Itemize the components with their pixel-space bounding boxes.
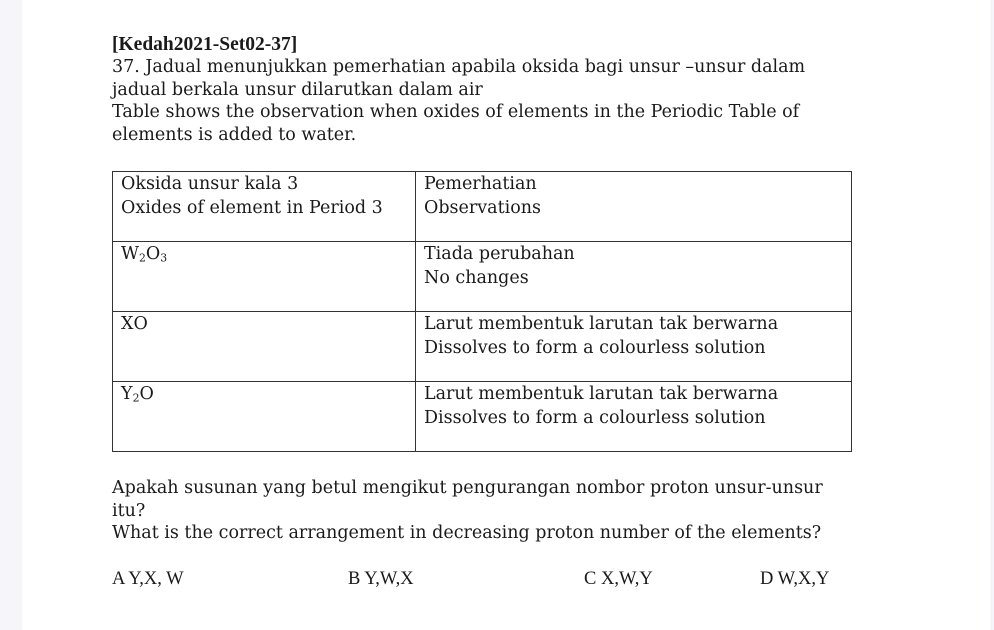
observation-cell: Larut membentuk larutan tak berwarna Dissolves to form a colourless solution <box>416 382 852 452</box>
header-cell-observations <box>416 172 852 242</box>
prompt-english: What is the correct arrangement in decreasing proton number of the elements? <box>112 523 822 543</box>
option-d[interactable]: D W,X,Y <box>760 569 830 589</box>
oxide-formula-cell: $Y_2O$ <box>113 382 416 452</box>
stem-english-line1: Table shows the observation when oxides of elements in the Periodic Table of <box>112 102 800 122</box>
stem-malay-line2: jadual berkala unsur dilarutkan dalam air <box>112 79 483 100</box>
document-page <box>22 0 990 630</box>
observation-table <box>112 171 852 452</box>
header-cell-oxides <box>113 172 416 242</box>
table-row <box>113 312 852 382</box>
stem-english-line2: elements is added to water. <box>112 124 357 145</box>
oxide-formula-cell: XO <box>113 312 416 382</box>
question-prompt <box>112 477 912 545</box>
question-stem <box>112 34 912 146</box>
stem-malay-line1: 37. Jadual menunjukkan pemerhatian apabila oksida bagi unsur –unsur dalam <box>112 57 806 77</box>
question-reference: [Kedah2021-Set02-37] <box>112 34 298 55</box>
observation-cell: Larut membentuk larutan tak berwarna Dissolves to form a colourless solution <box>416 312 852 382</box>
oxide-formula-cell: $W_2O_3$ <box>113 242 416 312</box>
prompt-malay-line2: itu? <box>112 500 146 521</box>
observation-cell: Tiada perubahan No changes <box>416 242 852 312</box>
option-b[interactable]: B Y,W,X <box>348 569 414 589</box>
header-observations-malay: Pemerhatian <box>424 174 537 194</box>
table-row <box>113 382 852 452</box>
option-a[interactable]: A Y,X, W <box>112 569 184 589</box>
header-oxides-english: Oxides of element in Period 3 <box>121 197 383 218</box>
header-observations-english: Observations <box>424 197 541 218</box>
option-c[interactable]: C X,W,Y <box>584 569 653 589</box>
answer-options <box>22 569 990 593</box>
table-row <box>113 242 852 312</box>
header-oxides-malay: Oksida unsur kala 3 <box>121 174 299 194</box>
table-header-row <box>113 172 852 242</box>
prompt-malay-line1: Apakah susunan yang betul mengikut pengurangan nombor proton unsur-unsur <box>112 478 823 498</box>
